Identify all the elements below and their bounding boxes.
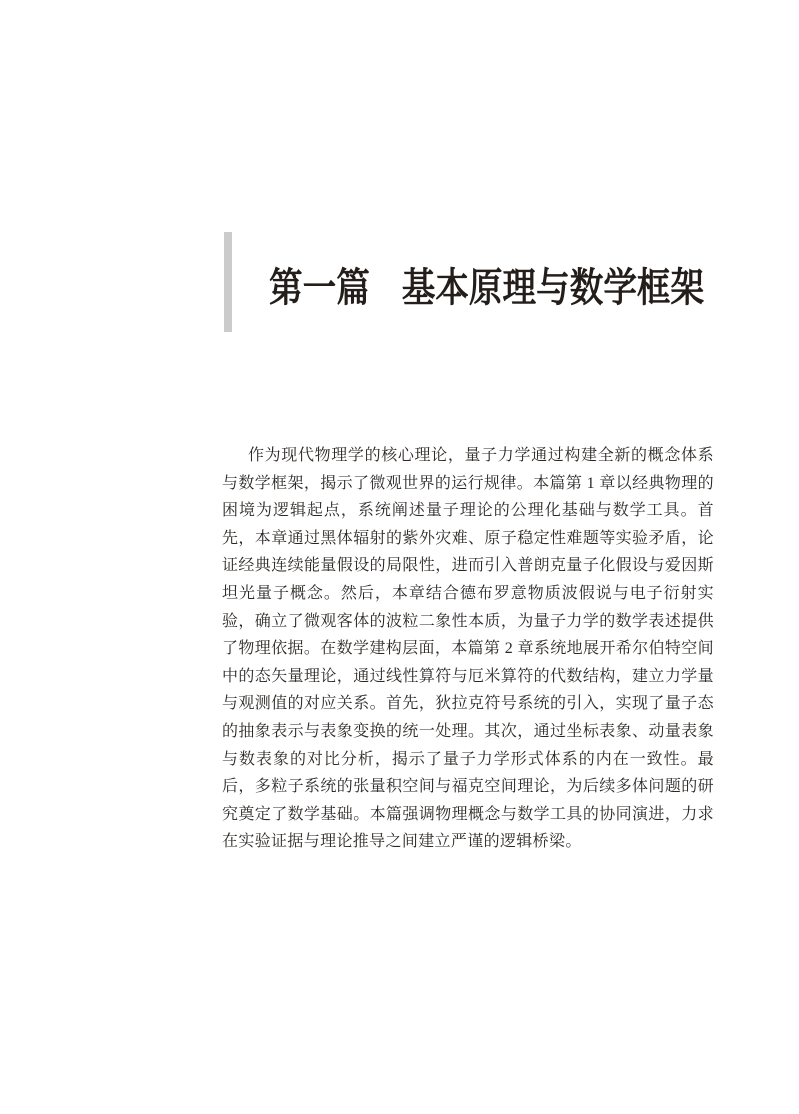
part-title-heading (269, 266, 704, 310)
heading-accent-bar (224, 232, 232, 332)
part-name: 基本原理与数学框架 (401, 266, 705, 310)
part-label: 第一篇 (269, 266, 370, 310)
intro-paragraph: 作为现代物理学的核心理论，量子力学通过构建全新的概念体系与数学框架，揭示了微观世界的运行规律。本篇第 1 章以经典物理的困境为逻辑起点，系统阐述量子理论的公理化基础与数学工具。首先，本章通过黑体辐射的紫外灾难、原子稳定性难题等实验矛盾，论证经典连续能量假设的局限性，进而引入普朗克量子化假设与爱因斯坦光量子概念。然后，本章结合德布罗意物质波假说与电子衍射实验，确立了微观客体的波粒二象性本质，为量子力学的数学表述提供了物理依据。在数学建构层面，本篇第 2 章系统地展开希尔伯特空间中的态矢量理论，通过线性算符与厄米算符的代数结构，建立力学量与观测值的对应关系。首先，狄拉克符号系统的引入，实现了量子态的抽象表示与表象变换的统一处理。其次，通过坐标表象、动量表象与数表象的对比分析，揭示了量子力学形式体系的内在一致性。最后，多粒子系统的张量积空间与福克空间理论，为后续多体问题的研究奠定了数学基础。本篇强调物理概念与数学工具的协同演进，力求在实验证据与理论推导之间建立严谨的逻辑桥梁。 (222, 447, 714, 851)
